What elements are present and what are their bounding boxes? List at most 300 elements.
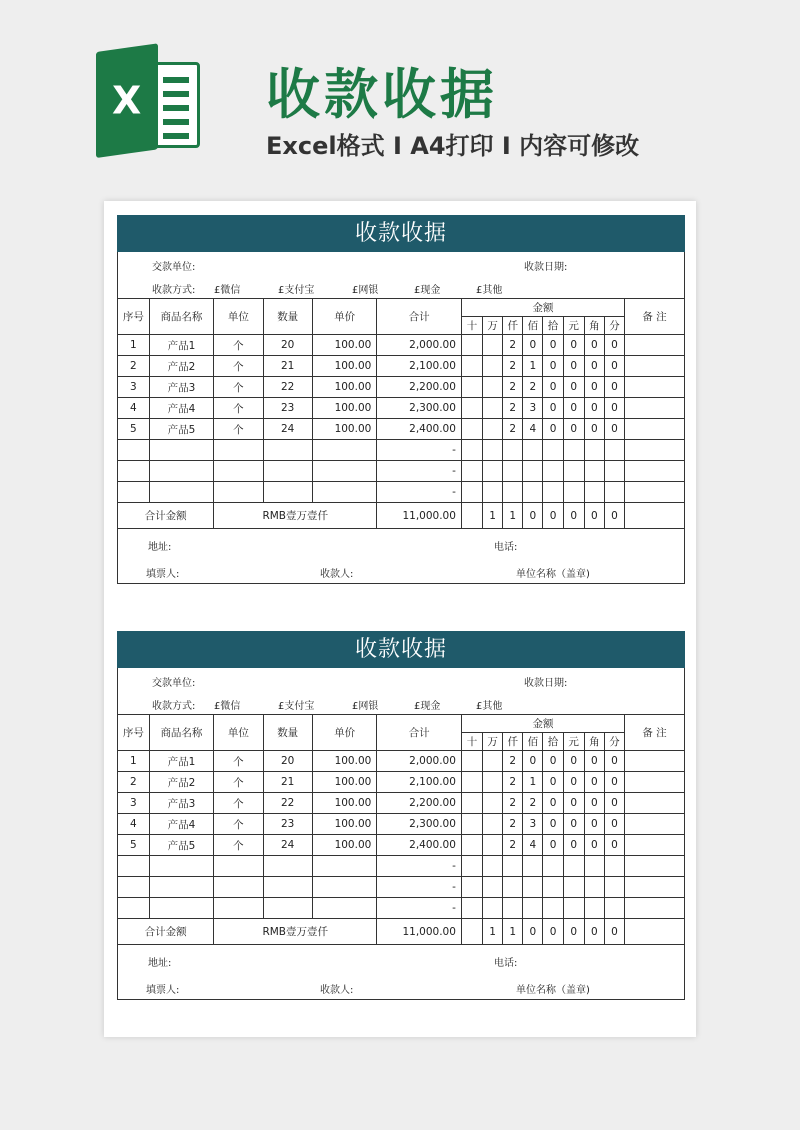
item-digit [563, 461, 584, 482]
item-digit: 0 [563, 814, 584, 835]
item-digit [523, 898, 543, 919]
item-remark [625, 898, 684, 919]
item-digit: 2 [503, 377, 523, 398]
item-price [312, 898, 376, 919]
organization-label: 单位名称（盖章) [516, 569, 590, 580]
summary-in-words: RMB壹万壹仟 [214, 503, 377, 529]
item-digit [483, 856, 503, 877]
table-header-row [118, 299, 684, 317]
item-digit: 0 [604, 335, 624, 356]
item-digit: 2 [523, 377, 543, 398]
item-digit: 0 [543, 772, 563, 793]
item-name: 产品5 [149, 419, 213, 440]
item-digit: 3 [523, 814, 543, 835]
table-row [118, 356, 684, 377]
item-digit: 2 [503, 335, 523, 356]
item-digit [503, 856, 523, 877]
col-header-no: 序号 [118, 715, 149, 751]
filler-label: 填票人: [146, 569, 180, 580]
item-digit: 0 [563, 377, 584, 398]
item-total: 2,200.00 [377, 377, 462, 398]
item-digit [483, 419, 503, 440]
item-price: 100.00 [312, 751, 376, 772]
digit-header: 元 [563, 317, 584, 335]
item-digit: 0 [543, 814, 563, 835]
payment-method-option: £现金 [414, 701, 441, 712]
item-digit [461, 856, 482, 877]
item-digit: 2 [503, 793, 523, 814]
item-name [149, 482, 213, 503]
item-digit [523, 482, 543, 503]
summary-remark [625, 919, 684, 945]
col-header-amount: 金额 [461, 299, 624, 317]
item-unit: 个 [214, 335, 263, 356]
item-digit: 0 [584, 398, 604, 419]
item-unit: 个 [214, 814, 263, 835]
item-unit [214, 877, 263, 898]
item-digit [604, 877, 624, 898]
item-total: - [377, 440, 462, 461]
payment-method-option: £支付宝 [278, 285, 315, 296]
item-total: 2,000.00 [377, 751, 462, 772]
item-digit: 0 [584, 835, 604, 856]
item-digit: 0 [563, 835, 584, 856]
item-digit [503, 898, 523, 919]
item-remark [625, 398, 684, 419]
date-label: 收款日期: [524, 678, 568, 689]
item-digit: 0 [563, 398, 584, 419]
table-row [118, 835, 684, 856]
item-total: - [377, 877, 462, 898]
item-digit: 1 [523, 772, 543, 793]
item-digit: 0 [543, 835, 563, 856]
item-digit [543, 898, 563, 919]
item-unit: 个 [214, 356, 263, 377]
item-remark [625, 482, 684, 503]
table-row [118, 461, 684, 482]
item-digit: 0 [563, 335, 584, 356]
item-no: 3 [118, 793, 149, 814]
item-digit [483, 335, 503, 356]
item-digit [461, 482, 482, 503]
col-header-price: 单价 [312, 299, 376, 335]
summary-in-words: RMB壹万壹仟 [214, 919, 377, 945]
item-digit [483, 398, 503, 419]
item-digit [584, 461, 604, 482]
item-digit [563, 898, 584, 919]
item-qty [263, 856, 312, 877]
item-name: 产品4 [149, 398, 213, 419]
summary-digit [461, 503, 482, 529]
item-digit [483, 877, 503, 898]
item-digit: 0 [563, 772, 584, 793]
receiver-label: 收款人: [320, 985, 354, 996]
item-price: 100.00 [312, 835, 376, 856]
item-name [149, 856, 213, 877]
digit-header: 十 [461, 317, 482, 335]
item-no [118, 877, 149, 898]
phone-label: 电话: [494, 542, 518, 553]
col-header-amount: 金额 [461, 715, 624, 733]
filler-label: 填票人: [146, 985, 180, 996]
col-header-qty: 数量 [263, 299, 312, 335]
item-no: 5 [118, 419, 149, 440]
item-name [149, 440, 213, 461]
summary-digit: 0 [543, 919, 563, 945]
items-table [118, 714, 684, 945]
item-no: 2 [118, 772, 149, 793]
item-digit [604, 461, 624, 482]
receipt-body [117, 252, 685, 584]
item-digit [543, 461, 563, 482]
item-price: 100.00 [312, 398, 376, 419]
table-row [118, 877, 684, 898]
summary-digit: 1 [503, 919, 523, 945]
item-no: 4 [118, 814, 149, 835]
item-digit: 2 [503, 772, 523, 793]
item-digit [584, 877, 604, 898]
item-qty [263, 877, 312, 898]
payment-method-label: 收款方式: [152, 701, 196, 712]
item-digit: 2 [503, 835, 523, 856]
payment-method-option: £其他 [476, 285, 503, 296]
item-digit: 2 [503, 419, 523, 440]
payer-label: 交款单位: [152, 678, 196, 689]
table-row [118, 856, 684, 877]
table-row [118, 440, 684, 461]
item-digit: 0 [604, 377, 624, 398]
item-qty: 20 [263, 335, 312, 356]
item-digit: 4 [523, 419, 543, 440]
payer-row [118, 252, 684, 275]
item-digit [461, 461, 482, 482]
col-header-unit: 单位 [214, 299, 263, 335]
summary-digit: 0 [604, 503, 624, 529]
item-digit [461, 419, 482, 440]
table-header-row [118, 715, 684, 733]
item-unit: 个 [214, 835, 263, 856]
item-digit [461, 877, 482, 898]
item-total: 2,400.00 [377, 835, 462, 856]
signature-row [118, 556, 684, 583]
item-digit [461, 751, 482, 772]
item-total: - [377, 898, 462, 919]
summary-digit: 0 [604, 919, 624, 945]
summary-total: 11,000.00 [377, 919, 462, 945]
item-no: 5 [118, 835, 149, 856]
payment-method-option: £支付宝 [278, 701, 315, 712]
payer-row [118, 668, 684, 691]
summary-row [118, 503, 684, 529]
item-no: 1 [118, 751, 149, 772]
receipt [117, 215, 685, 584]
item-remark [625, 835, 684, 856]
item-remark [625, 814, 684, 835]
item-unit: 个 [214, 772, 263, 793]
address-row [118, 529, 684, 556]
payment-method-row [118, 691, 684, 714]
item-remark [625, 793, 684, 814]
summary-label: 合计金额 [118, 919, 214, 945]
item-unit: 个 [214, 793, 263, 814]
item-qty: 23 [263, 398, 312, 419]
col-header-name: 商品名称 [149, 299, 213, 335]
item-name: 产品5 [149, 835, 213, 856]
page-title: 收款收据 [266, 63, 498, 126]
table-row [118, 898, 684, 919]
digit-header: 角 [584, 317, 604, 335]
payment-method-label: 收款方式: [152, 285, 196, 296]
item-digit [604, 856, 624, 877]
item-digit: 4 [523, 835, 543, 856]
item-no [118, 482, 149, 503]
item-digit: 2 [503, 356, 523, 377]
item-remark [625, 751, 684, 772]
item-digit: 0 [543, 751, 563, 772]
item-digit: 0 [604, 814, 624, 835]
summary-digit: 1 [503, 503, 523, 529]
item-remark [625, 377, 684, 398]
item-digit: 0 [563, 793, 584, 814]
item-digit: 2 [503, 398, 523, 419]
item-digit [483, 751, 503, 772]
header [0, 0, 800, 190]
item-digit [483, 772, 503, 793]
item-unit: 个 [214, 377, 263, 398]
item-digit [503, 482, 523, 503]
item-digit [461, 440, 482, 461]
payer-label: 交款单位: [152, 262, 196, 273]
item-remark [625, 440, 684, 461]
item-unit [214, 461, 263, 482]
item-digit: 0 [523, 335, 543, 356]
item-digit: 0 [604, 793, 624, 814]
item-price: 100.00 [312, 793, 376, 814]
item-digit: 0 [584, 814, 604, 835]
digit-header: 万 [483, 317, 503, 335]
item-price [312, 482, 376, 503]
item-digit [461, 398, 482, 419]
item-no: 4 [118, 398, 149, 419]
item-price: 100.00 [312, 772, 376, 793]
item-digit [584, 440, 604, 461]
item-qty: 21 [263, 356, 312, 377]
item-name [149, 877, 213, 898]
digit-header: 拾 [543, 733, 563, 751]
item-name [149, 461, 213, 482]
item-digit [584, 856, 604, 877]
col-header-total: 合计 [377, 299, 462, 335]
item-digit: 0 [543, 398, 563, 419]
item-digit: 0 [543, 793, 563, 814]
item-digit [563, 440, 584, 461]
item-digit: 0 [584, 419, 604, 440]
summary-digit: 1 [483, 919, 503, 945]
summary-digit: 0 [563, 503, 584, 529]
receiver-label: 收款人: [320, 569, 354, 580]
item-unit: 个 [214, 398, 263, 419]
item-digit [483, 835, 503, 856]
table-row [118, 398, 684, 419]
item-no [118, 461, 149, 482]
item-no: 1 [118, 335, 149, 356]
item-digit [543, 482, 563, 503]
excel-logo-icon [96, 52, 206, 152]
item-digit [483, 793, 503, 814]
page-subtitle: Excel格式 I A4打印 I 内容可修改 [266, 132, 640, 160]
item-qty: 21 [263, 772, 312, 793]
item-digit: 1 [523, 356, 543, 377]
item-digit [543, 877, 563, 898]
item-digit [563, 856, 584, 877]
item-digit [461, 772, 482, 793]
item-unit [214, 482, 263, 503]
table-row [118, 793, 684, 814]
col-header-remark: 备 注 [625, 299, 684, 335]
item-digit [483, 814, 503, 835]
payment-method-option: £网银 [352, 285, 379, 296]
item-price: 100.00 [312, 377, 376, 398]
item-remark [625, 856, 684, 877]
item-digit [483, 356, 503, 377]
item-price: 100.00 [312, 419, 376, 440]
item-name [149, 898, 213, 919]
item-digit [461, 814, 482, 835]
digit-header: 分 [604, 317, 624, 335]
col-header-total: 合计 [377, 715, 462, 751]
item-digit [461, 898, 482, 919]
item-digit [503, 877, 523, 898]
item-digit [523, 461, 543, 482]
item-digit [543, 440, 563, 461]
item-price: 100.00 [312, 814, 376, 835]
receipt-body [117, 668, 685, 1000]
item-total: 2,200.00 [377, 793, 462, 814]
table-row [118, 751, 684, 772]
summary-digit: 1 [483, 503, 503, 529]
item-digit [604, 482, 624, 503]
item-no [118, 856, 149, 877]
item-remark [625, 461, 684, 482]
summary-digit: 0 [563, 919, 584, 945]
item-digit: 0 [604, 398, 624, 419]
item-digit [483, 898, 503, 919]
summary-digit: 0 [584, 503, 604, 529]
item-no [118, 440, 149, 461]
item-unit: 个 [214, 419, 263, 440]
item-no: 3 [118, 377, 149, 398]
item-digit [483, 440, 503, 461]
summary-digit: 0 [584, 919, 604, 945]
item-digit [584, 482, 604, 503]
item-qty: 23 [263, 814, 312, 835]
item-digit [503, 440, 523, 461]
summary-digit [461, 919, 482, 945]
summary-label: 合计金额 [118, 503, 214, 529]
item-price [312, 440, 376, 461]
item-digit: 0 [543, 335, 563, 356]
item-digit: 0 [543, 356, 563, 377]
col-header-price: 单价 [312, 715, 376, 751]
digit-header: 仟 [503, 733, 523, 751]
table-row [118, 335, 684, 356]
item-digit: 0 [604, 835, 624, 856]
item-qty: 24 [263, 835, 312, 856]
item-digit: 0 [584, 356, 604, 377]
receipt [117, 631, 685, 1000]
item-digit [543, 856, 563, 877]
digit-header: 元 [563, 733, 584, 751]
address-label: 地址: [148, 542, 172, 553]
item-digit: 0 [604, 356, 624, 377]
digit-header: 分 [604, 733, 624, 751]
col-header-unit: 单位 [214, 715, 263, 751]
item-name: 产品1 [149, 751, 213, 772]
item-digit: 0 [563, 751, 584, 772]
item-total: 2,300.00 [377, 814, 462, 835]
item-total: 2,300.00 [377, 398, 462, 419]
item-total: 2,100.00 [377, 772, 462, 793]
item-remark [625, 335, 684, 356]
digit-header: 拾 [543, 317, 563, 335]
item-price [312, 461, 376, 482]
item-digit: 2 [503, 751, 523, 772]
item-digit: 0 [604, 751, 624, 772]
address-row [118, 945, 684, 972]
payment-method-option: £微信 [214, 701, 241, 712]
item-digit [483, 482, 503, 503]
item-digit: 0 [584, 793, 604, 814]
summary-remark [625, 503, 684, 529]
summary-digit: 0 [523, 919, 543, 945]
item-digit [461, 793, 482, 814]
col-header-name: 商品名称 [149, 715, 213, 751]
item-price [312, 856, 376, 877]
item-digit [461, 377, 482, 398]
item-digit [483, 461, 503, 482]
digit-header: 仟 [503, 317, 523, 335]
item-digit: 0 [563, 419, 584, 440]
item-digit [604, 898, 624, 919]
item-total: 2,400.00 [377, 419, 462, 440]
item-digit: 2 [503, 814, 523, 835]
item-digit: 0 [604, 419, 624, 440]
item-digit [483, 377, 503, 398]
item-digit: 0 [584, 335, 604, 356]
item-qty: 22 [263, 793, 312, 814]
table-row [118, 419, 684, 440]
summary-total: 11,000.00 [377, 503, 462, 529]
receipt-title: 收款收据 [117, 631, 685, 668]
signature-row [118, 972, 684, 999]
item-digit [584, 898, 604, 919]
item-digit [563, 877, 584, 898]
item-digit [461, 335, 482, 356]
table-row [118, 814, 684, 835]
items-table [118, 298, 684, 529]
item-qty [263, 461, 312, 482]
digit-header: 角 [584, 733, 604, 751]
item-qty: 24 [263, 419, 312, 440]
item-digit: 0 [543, 377, 563, 398]
receipt-title: 收款收据 [117, 215, 685, 252]
item-digit: 0 [543, 419, 563, 440]
item-price [312, 877, 376, 898]
item-total: - [377, 482, 462, 503]
summary-digit: 0 [523, 503, 543, 529]
item-total: 2,000.00 [377, 335, 462, 356]
item-qty [263, 898, 312, 919]
